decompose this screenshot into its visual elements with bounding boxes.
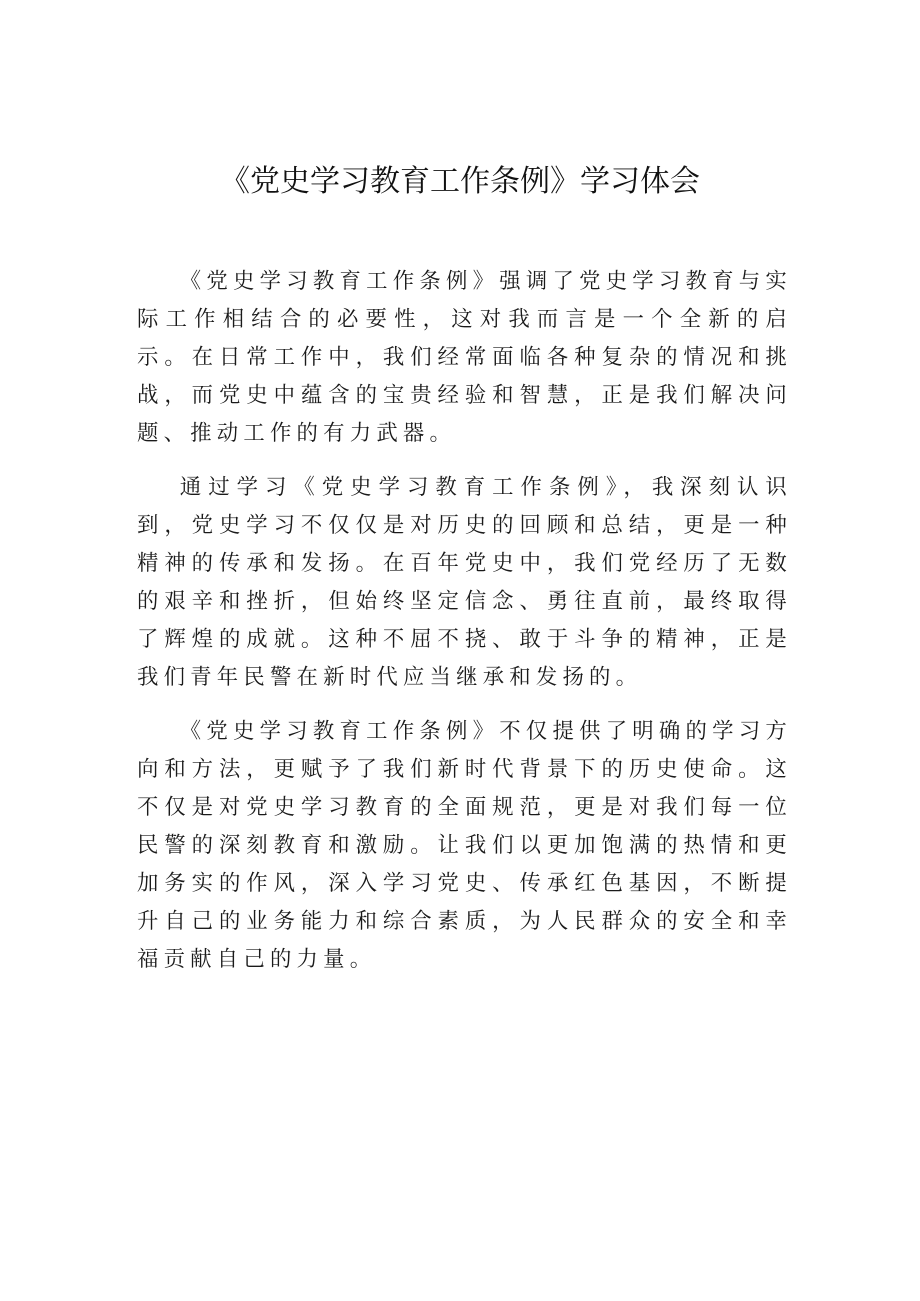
- document-body: [137, 263, 792, 979]
- paragraph-2: 通过学习《党史学习教育工作条例》，我深刻认识到，党史学习不仅仅是对历史的回顾和总结，更是一种精神的传承和发扬。在百年党史中，我们党经历了无数的艰辛和挫折，但始终坚定信念、勇往直前，最终取得了辉煌的成就。这种不屈不挠、敢于斗争的精神，正是我们青年民警在新时代应当继承和发扬的。: [137, 475, 792, 690]
- paragraph-1: 《党史学习教育工作条例》强调了党史学习教育与实际工作相结合的必要性，这对我而言是一个全新的启示。在日常工作中，我们经常面临各种复杂的情况和挑战，而党史中蕴含的宝贵经验和智慧，正是我们解决问题、推动工作的有力武器。: [137, 269, 792, 446]
- paragraph-3: 《党史学习教育工作条例》不仅提供了明确的学习方向和方法，更赋予了我们新时代背景下的历史使命。这不仅是对党史学习教育的全面规范，更是对我们每一位民警的深刻教育和激励。让我们以更加饱满的热情和更加务实的作风，深入学习党史、传承红色基因，不断提升自己的业务能力和综合素质，为人民群众的安全和幸福贡献自己的力量。: [137, 719, 792, 972]
- document-title: 《党史学习教育工作条例》学习体会: [220, 164, 700, 199]
